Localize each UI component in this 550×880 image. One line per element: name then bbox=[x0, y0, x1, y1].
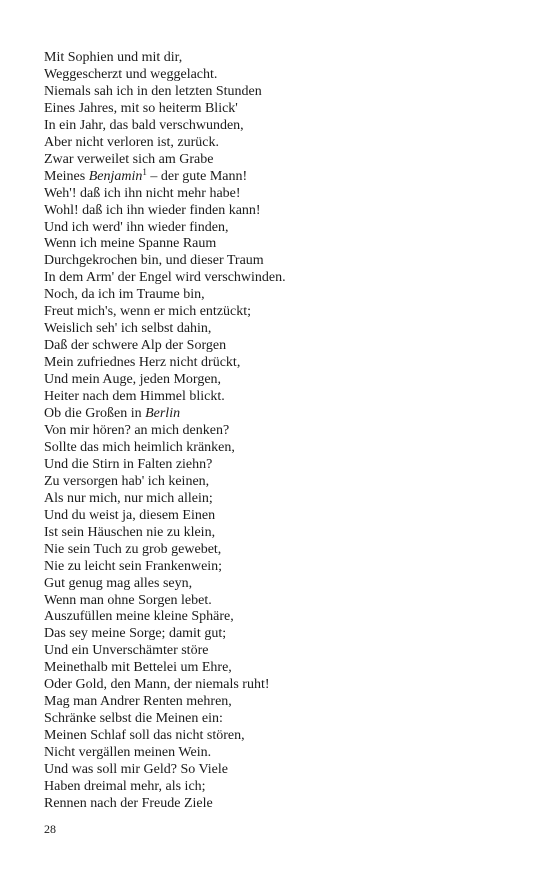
poem-line bbox=[44, 593, 524, 610]
poem-line bbox=[44, 253, 524, 270]
poem-line bbox=[44, 576, 524, 593]
poem-line bbox=[44, 525, 524, 542]
poem-line bbox=[44, 166, 524, 186]
line-text: Rennen nach der Freude Ziele bbox=[44, 795, 213, 811]
line-text: Niemals sah ich in den letzten Stunden bbox=[44, 83, 262, 99]
line-text: Und ein Unverschämter störe bbox=[44, 643, 209, 659]
line-text: Ob die Großen in bbox=[44, 406, 146, 422]
line-text: Eines Jahres, mit so heiterm Blick' bbox=[44, 100, 238, 116]
line-text: Freut mich's, wenn er mich entzückt; bbox=[44, 304, 252, 320]
line-text: Das sey meine Sorge; damit gut; bbox=[44, 626, 227, 642]
footnote-marker: 1 bbox=[142, 166, 147, 177]
line-text: Meinethalb mit Bettelei um Ehre, bbox=[44, 660, 232, 676]
poem-line bbox=[44, 626, 524, 643]
poem-line bbox=[44, 321, 524, 338]
poem-text-block bbox=[44, 50, 524, 813]
poem-line bbox=[44, 745, 524, 762]
line-text: Mit Sophien und mit dir, bbox=[44, 50, 183, 65]
poem-line bbox=[44, 50, 524, 67]
poem-line bbox=[44, 508, 524, 525]
poem-line bbox=[44, 152, 524, 169]
line-text: Daß der schwere Alp der Sorgen bbox=[44, 338, 227, 354]
poem-line bbox=[44, 372, 524, 389]
poem-line bbox=[44, 270, 524, 287]
poem-line bbox=[44, 84, 524, 101]
line-text: In dem Arm' der Engel wird verschwinden. bbox=[44, 270, 286, 286]
poem-line bbox=[44, 304, 524, 321]
line-text: Als nur mich, nur mich allein; bbox=[44, 490, 213, 506]
italic-text: Benjamin bbox=[88, 168, 143, 184]
line-text: Meines bbox=[44, 168, 89, 184]
poem-line bbox=[44, 711, 524, 728]
poem-line bbox=[44, 796, 524, 813]
line-text: In ein Jahr, das bald verschwunden, bbox=[44, 117, 244, 133]
poem-line bbox=[44, 135, 524, 152]
poem-line bbox=[44, 609, 524, 626]
poem-line bbox=[44, 694, 524, 711]
poem-line bbox=[44, 491, 524, 508]
poem-line bbox=[44, 389, 524, 406]
page-number: 28 bbox=[44, 822, 56, 836]
line-text: Zwar verweilet sich am Grabe bbox=[44, 151, 214, 167]
poem-line bbox=[44, 474, 524, 491]
line-text: Gut genug mag alles seyn, bbox=[44, 575, 193, 591]
line-text: Heiter nach dem Himmel blickt. bbox=[44, 389, 225, 405]
line-text: Auszufüllen meine kleine Sphäre, bbox=[44, 609, 234, 625]
line-text: Ist sein Häuschen nie zu klein, bbox=[44, 524, 216, 540]
line-text: Und mein Auge, jeden Morgen, bbox=[44, 372, 222, 388]
line-text: Nicht vergällen meinen Wein. bbox=[44, 745, 212, 761]
line-text: Weh'! daß ich ihn nicht mehr habe! bbox=[44, 185, 241, 201]
line-text: Und ich werd' ihn wieder finden, bbox=[44, 219, 229, 235]
poem-line bbox=[44, 677, 524, 694]
poem-line bbox=[44, 542, 524, 559]
poem-line bbox=[44, 338, 524, 355]
line-text: Weggescherzt und weggelacht. bbox=[44, 66, 218, 82]
poem-line bbox=[44, 287, 524, 304]
line-text: Meinen Schlaf soll das nicht stören, bbox=[44, 728, 245, 744]
line-text: Wohl! daß ich ihn wieder finden kann! bbox=[44, 202, 261, 218]
poem-line bbox=[44, 440, 524, 457]
poem-line bbox=[44, 643, 524, 660]
line-text: Durchgekrochen bin, und dieser Traum bbox=[44, 253, 264, 269]
line-text: Wenn man ohne Sorgen lebet. bbox=[44, 592, 212, 608]
line-text: Und was soll mir Geld? So Viele bbox=[44, 762, 228, 778]
poem-line bbox=[44, 660, 524, 677]
poem-line bbox=[44, 236, 524, 253]
line-text: – der gute Mann! bbox=[146, 168, 248, 184]
poem-line bbox=[44, 423, 524, 440]
poem-line bbox=[44, 67, 524, 84]
poem-line bbox=[44, 559, 524, 576]
poem-line bbox=[44, 203, 524, 220]
line-text: Nie zu leicht sein Frankenwein; bbox=[44, 558, 223, 574]
line-text: Aber nicht verloren ist, zurück. bbox=[44, 134, 219, 150]
poem-line bbox=[44, 355, 524, 372]
line-text: Und die Stirn in Falten ziehn? bbox=[44, 456, 213, 472]
italic-text: Berlin bbox=[145, 406, 181, 422]
line-text: Mag man Andrer Renten mehren, bbox=[44, 694, 232, 710]
poem-line bbox=[44, 406, 524, 423]
poem-line bbox=[44, 186, 524, 203]
line-text: Nie sein Tuch zu grob gewebet, bbox=[44, 541, 222, 557]
line-text: Wenn ich meine Spanne Raum bbox=[44, 236, 217, 252]
poem-line bbox=[44, 101, 524, 118]
line-text: Noch, da ich im Traume bin, bbox=[44, 287, 205, 303]
poem-line bbox=[44, 118, 524, 135]
line-text: Weislich seh' ich selbst dahin, bbox=[44, 321, 212, 337]
poem-line bbox=[44, 762, 524, 779]
poem-line bbox=[44, 457, 524, 474]
line-text: Von mir hören? an mich denken? bbox=[44, 422, 230, 438]
line-text: Sollte das mich heimlich kränken, bbox=[44, 439, 235, 455]
poem-line bbox=[44, 728, 524, 745]
line-text: Und du weist ja, diesem Einen bbox=[44, 507, 216, 523]
line-text: Oder Gold, den Mann, der niemals ruht! bbox=[44, 677, 270, 693]
line-text: Zu versorgen hab' ich keinen, bbox=[44, 473, 210, 489]
line-text: Mein zufriednes Herz nicht drückt, bbox=[44, 355, 241, 371]
poem-line bbox=[44, 220, 524, 237]
poem-line bbox=[44, 779, 524, 796]
line-text: Haben dreimal mehr, als ich; bbox=[44, 778, 206, 794]
line-text: Schränke selbst die Meinen ein: bbox=[44, 711, 223, 727]
